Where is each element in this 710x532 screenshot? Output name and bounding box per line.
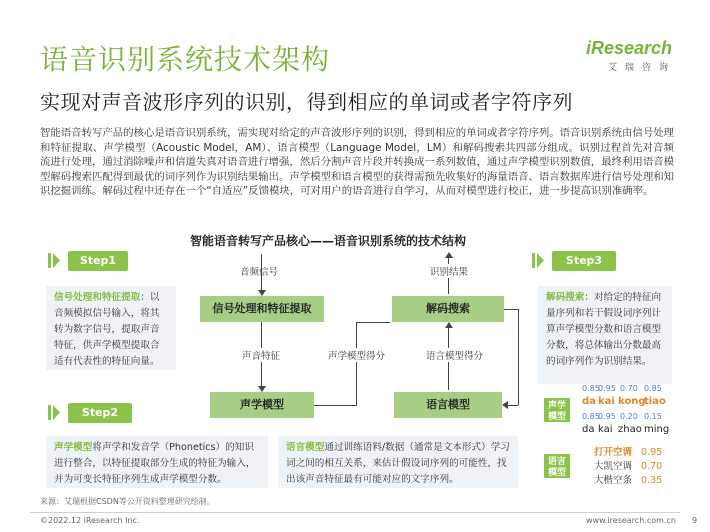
iresearch-logo <box>586 38 676 78</box>
score-tiao-top: 0.85 <box>644 384 662 393</box>
pinyin-zhao-bottom: zhao <box>618 424 642 435</box>
pinyin-kong-top: kong <box>618 396 646 407</box>
score-ming-bottom: 0.15 <box>644 412 662 421</box>
pinyin-da-bottom: da <box>582 424 595 435</box>
step3-text: ：对给定的特征向量序列和若干假设词序列计算声学模型分数和语言模型分数，将总体输出分数最高的词序列作为识别结果。 <box>546 292 662 367</box>
language-model-description <box>278 436 518 488</box>
node-decoding-search: 解码搜索 <box>392 296 504 322</box>
example-acoustic-tag: 声学模型 <box>544 398 570 422</box>
step2-marker-icon <box>48 405 60 420</box>
lm-candidate-3-score: 0.35 <box>641 475 663 486</box>
pinyin-ming-bottom: ming <box>644 424 670 435</box>
language-model-term: 语言模型 <box>286 442 325 453</box>
lm-candidate-2-score: 0.70 <box>641 461 663 472</box>
edge-label-language-score: 语言模型得分 <box>424 348 485 362</box>
example-top-scores <box>582 384 678 396</box>
arrow-acoustic-to-decoding <box>356 322 390 323</box>
pinyin-kai-bottom: kai <box>598 424 613 435</box>
step3-label: Step3 <box>552 251 616 271</box>
logo-wordmark: iResearch <box>586 38 673 58</box>
score-zhao-bottom: 0.20 <box>620 412 638 421</box>
lm-candidate-2-text: 大凯空调 <box>594 461 633 472</box>
step1-description <box>46 286 176 370</box>
logo-subtitle: 艾瑞咨询 <box>608 63 677 73</box>
pinyin-tiao-top: tiao <box>644 396 666 407</box>
acoustic-model-term: 声学模型 <box>54 442 93 453</box>
step3-term: 解码搜索 <box>546 292 585 303</box>
copyright: ©2022.12 iResearch Inc. <box>40 516 140 525</box>
website-link[interactable]: www.iresearch.com.cn <box>586 516 676 525</box>
acoustic-model-description <box>46 436 268 488</box>
diagram-title: 智能语音转写产品核心——语音识别系统的技术结构 <box>190 234 467 248</box>
arrow-feedback-out <box>504 309 518 310</box>
arrow-acoustic-out <box>314 405 356 406</box>
step3-description <box>538 286 672 384</box>
example-bottom-pinyin <box>582 424 682 438</box>
example-language-tag: 语言模型 <box>544 454 570 478</box>
page-number: 9 <box>692 516 698 525</box>
edge-label-sound-feature: 声音特征 <box>240 348 282 362</box>
source-note: 来源：艾瑞根据CSDN等公开资料整理研究绘制。 <box>40 497 215 506</box>
step2-label: Step2 <box>68 403 132 423</box>
score-kai-top: 0.95 <box>598 384 616 393</box>
page-title: 语音识别系统技术架构 <box>40 43 331 76</box>
step3-marker-icon <box>532 253 544 268</box>
edge-label-audio-signal: 音频信号 <box>238 264 280 278</box>
arrow-feedback-in <box>508 405 518 406</box>
arrow-feedback-head <box>502 401 508 409</box>
lm-candidate-1-score: 0.95 <box>641 447 663 458</box>
acoustic-model-text: 将声学和发音学（Phonetics）的知识进行整合，以特征提取部分生成的特征为输入，并为可变长特征序列生成声学模型分数。 <box>54 442 256 485</box>
node-language-model: 语言模型 <box>394 392 502 418</box>
language-model-text: 通过训练语料/数据（通常是文本形式）学习词之间的相互关系，来估计假设词序列的可能性，找出该声音特征最有可能对应的文字序列。 <box>286 442 510 485</box>
lm-candidate-1 <box>594 444 662 458</box>
step1-term: 信号处理和特征提取 <box>54 292 141 303</box>
arrow-acoustic-up <box>356 322 357 406</box>
arrow-feedback-down <box>518 309 519 405</box>
lm-candidate-2 <box>594 458 662 472</box>
example-top-pinyin <box>582 396 682 410</box>
example-bottom-scores <box>582 412 678 424</box>
edge-label-acoustic-score: 声学模型得分 <box>326 348 387 362</box>
score-kong-top: 0.70 <box>620 384 638 393</box>
pinyin-da-top: da <box>582 396 596 407</box>
arrow-result-head <box>445 252 453 258</box>
pinyin-kai-top: kai <box>598 396 615 407</box>
page-subtitle: 实现对声音波形序列的识别，得到相应的单词或者字符序列 <box>40 90 573 114</box>
step1-marker-icon <box>48 253 60 268</box>
step1-text: ：以音频模拟信号输入，将其转为数字信号，提取声音特征，供声学模型提取合适有代表性的特征向量。 <box>54 292 160 367</box>
node-acoustic-model: 声学模型 <box>210 392 314 418</box>
score-da-top: 0.85 <box>582 384 600 393</box>
lm-candidate-3 <box>594 472 662 486</box>
intro-paragraph: 智能语音转写产品的核心是语音识别系统，需实现对给定的声音波形序列的识别，得到相应的单词或者字符序列。语音识别系统由信号处理和特征提取、声学模型（Acoustic Model，AM）、语言模型（Language Model，LM）和解码搜索共四部分组成。识别过程首先对音频流进行处理，通过消除噪声和信道失真对语音进行增强，然后分割声音片段并转换成一系列数值，通过声学模型识别数值，最终利用语音模型解码搜索匹配得到最优的词序列作为识别结果输出。声学模型和语言模型的获得需预先收集好的海量语音、语言数据库进行信号处理和知识挖掘训练。解码过程中还存在一个“自适应”反馈模块，可对用户的语音进行自学习，从而对模型进行校正，进一步提高识别准确率。 <box>40 127 674 198</box>
edge-label-result: 识别结果 <box>428 264 470 278</box>
score-da-bottom: 0.85 <box>582 412 600 421</box>
lm-candidate-1-text: 打开空调 <box>594 447 633 458</box>
arrow-language-head <box>445 322 453 328</box>
footer-divider <box>30 512 680 513</box>
score-kai-bottom: 0.95 <box>598 412 616 421</box>
lm-candidate-3-text: 大楷空条 <box>594 475 633 486</box>
arrow-audio-input <box>261 254 262 294</box>
node-feature-extraction: 信号处理和特征提取 <box>200 296 324 322</box>
step1-label: Step1 <box>68 251 128 271</box>
